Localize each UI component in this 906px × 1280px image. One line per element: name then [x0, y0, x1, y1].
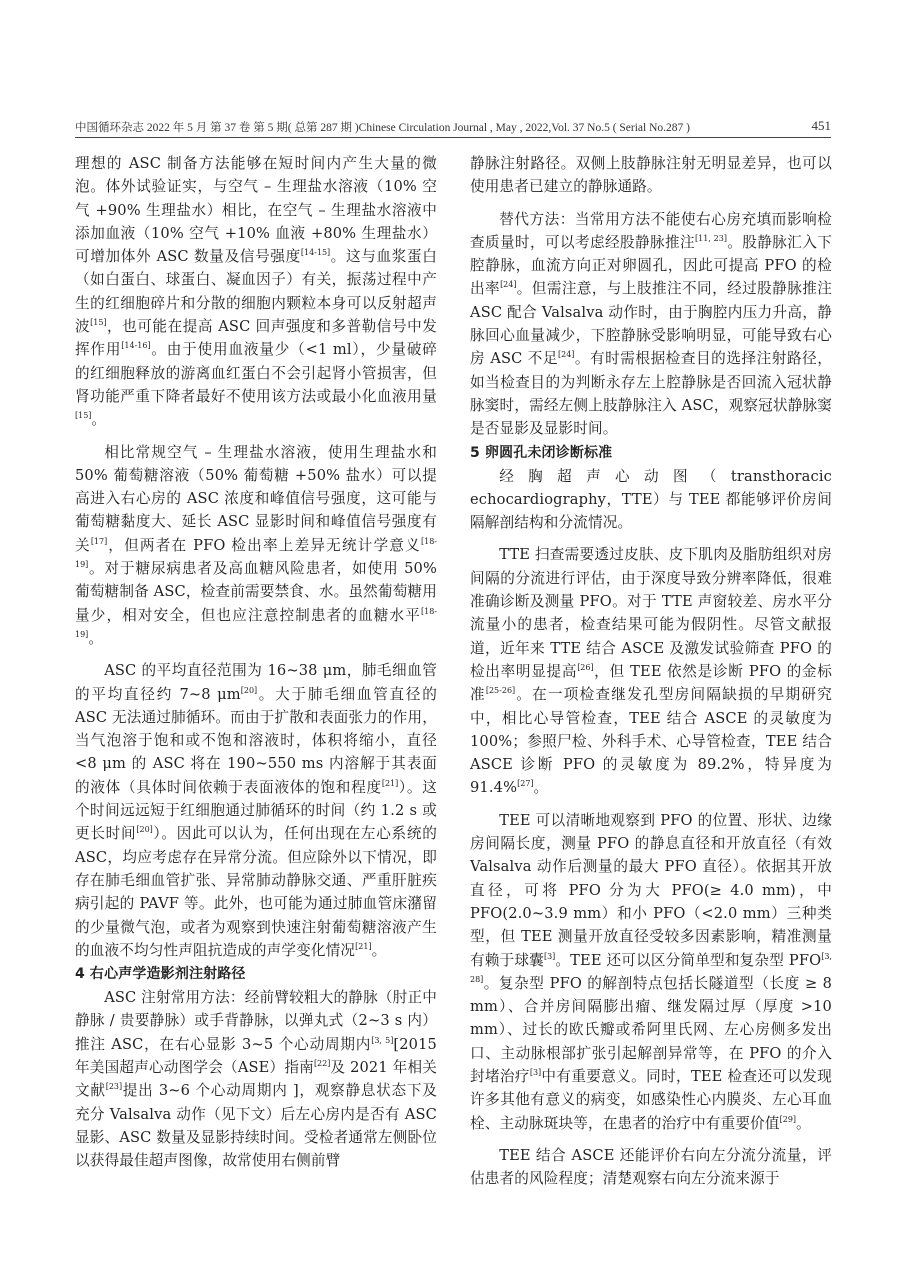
section-heading-5: 5 卵圆孔未闭诊断标准: [470, 444, 613, 461]
citation: [26]: [577, 662, 594, 672]
paragraph-tee-measurement: TEE 可以清晰地观察到 PFO 的位置、形状、边缘房间隔长度，测量 PFO 的静息直径和开放直径（有效 Valsalva 动作后测量的最大 PFO 直径）。依据其开放直径，可将 PFO 分为大 PFO(≥ 4.0 mm)，中 PFO(2.0~3.9 mm）和小 PFO（<2.0 mm）三种类型，但 TEE 测量开放直径受较多因素影响，精准测量有赖于球囊[3]。TEE 还可以区分简单型和复杂型 PFO[3, 28]。复杂型 PFO 的解剖特点包括长隧道型（长度 ≥ 8 mm）、合并房间隔膨出瘤、继发隔过厚（厚度 >10 mm）、过长的欧氏瓣或希阿里氏网、左心房侧多发出口、主动脉根部扩张引起解剖异常等，在 PFO 的介入封堵治疗[3]中有重要意义。同时，TEE 检查还可以发现许多其他有意义的病变，如感染性心内膜炎、左心耳血栓、主动脉斑块等，在患者的治疗中有重要价值[29]。: [470, 811, 832, 1132]
paragraph-injection-method: ASC 注射常用方法：经前臂较粗大的静脉（肘正中静脉 / 贵要静脉）或手背静脉，以弹丸式（2~3 s 内）推注 ASC，在右心显影 3~5 个心动周期内[3, 5][2015 年美国超声心动图学会（ASE）指南[22]及 2021 年相关文献[23]提出 3~6 个心动周期内 ]，观察静息状态下及充分 Valsalva 动作（见下文）后左心房内是否有 ASC 显影、ASC 数量及显影持续时间。受检者通常左侧卧位以获得最佳超声图像，故常使用右侧前臂: [75, 989, 438, 1170]
citation: [14-15]: [300, 248, 331, 258]
citation: [24]: [500, 280, 517, 290]
section-heading-4: 4 右心声学造影剂注射路径: [75, 966, 246, 983]
right-column: [470, 152, 832, 1190]
paragraph-asc-diameter: ASC 的平均直径范围为 16~38 μm，肺毛细血管的平均直径约 7~8 μm[20]。大于肺毛细血管直径的 ASC 无法通过肺循环。而由于扩散和表面张力的作用，当气泡溶于饱和或不饱和溶液时，体积将缩小，直径 <8 μm 的 ASC 将在 190~550 ms 内溶解于其表面的液体（具体时间依赖于表面液体的饱和程度[21]）。这个时间远远短于红细胞通过肺循环的时间（约 1.2 s 或更长时间[20]）。因此可以认为，任何出现在左心系统的 ASC，均应考虑存在异常分流。但应除外以下情况，即存在肺毛细血管扩张、异常肺动静脉交通、严重肝脏疾病引起的 PAVF 等。此外，也可能为通过肺血管床潴留的少量微气泡，或者为观察到快速注射葡萄糖溶液产生的血液不均匀性声阻抗造成的声学变化情况[21]。: [75, 662, 437, 959]
paragraph-tee-ascE-shunt: TEE 结合 ASCE 还能评价右向左分流分流量，评估患者的风险程度；清楚观察右向左分流来源于: [470, 1146, 832, 1188]
citation: [24]: [558, 350, 575, 360]
paragraph-glucose-solution: 相比常规空气 – 生理盐水溶液，使用生理盐水和 50% 葡萄糖溶液（50% 葡萄糖 +50% 盐水）可以提高进入右心房的 ASC 浓度和峰值信号强度，这可能与葡萄糖黏度大、延长 ASC 显影时间和峰值信号强度有关[17]，但两者在 PFO 检出率上差异无统计学意义[18-19]。对于糖尿病患者及高血糖风险患者，如使用 50% 葡萄糖制备 ASC，检查前需要禁食、水。虽然葡萄糖用量少，相对安全，但也应注意控制患者的血糖水平[18-19]。: [75, 443, 437, 647]
left-column: [75, 152, 437, 1172]
citation: [3]: [543, 951, 556, 961]
citation: [3, 28]: [470, 951, 832, 984]
paragraph-tte-limitations: TTE 扫查需要透过皮肤、皮下肌肉及脂肪组织对房间隔的分流进行评估，由于深度导致分辨率降低，很难准确诊断及测量 PFO。对于 TTE 声窗较差、房水平分流量小的患者，检查结果可能为假阴性。尽管文献报道，近年来 TTE 结合 ASCE 及激发试验筛查 PFO 的检出率明显提高[26]，但 TEE 依然是诊断 PFO 的金标准[25-26]。在一项检查继发孔型房间隔缺损的早期研究中，相比心导管检查，TEE 结合 ASCE 的灵敏度为 100%；参照尸检、外科手术、心导管检查，TEE 结合 ASCE 诊断 PFO 的灵敏度为 89.2%，特异度为 91.4%[27]。: [470, 546, 832, 797]
paragraph-injection-method-continued: 静脉注射路径。双侧上肢静脉注射无明显差异，也可以使用患者已建立的静脉通路。: [470, 155, 832, 196]
paragraph-alternative-method: 替代方法：当常用方法不能使右心房充填而影响检查质量时，可以考虑经股静脉推注[11, 23]。股静脉汇入下腔静脉，血流方向正对卵圆孔，因此可提高 PFO 的检出率[24]。但需注意，与上肢推注不同，经过股静脉推注 ASC 配合 Valsalva 动作时，由于胸腔内压力升高，静脉回心血量减少，下腔静脉受影响明显，可能导致右心房 ASC 不足[24]。有时需根据检查目的选择注射路径，如当检查目的为判断永存左上腔静脉是否回流入冠状静脉窦时，需经左侧上肢静脉注入 ASC，观察冠状静脉窦是否显影及显影时间。: [470, 210, 832, 438]
journal-citation: 中国循环杂志 2022 年 5 月 第 37 卷 第 5 期( 总第 287 期 )Chinese Circulation Journal , May , 2022,Vol. 37 No.5 ( Serial No.287 ): [75, 122, 690, 134]
citation: [15]: [90, 318, 107, 328]
page-number: 451: [811, 118, 831, 133]
running-header: [75, 117, 831, 138]
citation: [20]: [136, 825, 153, 835]
citation: [11, 23]: [695, 233, 727, 243]
citation: [21]: [381, 778, 399, 788]
citation: [27]: [517, 779, 534, 789]
citation: [18-19]: [75, 606, 437, 639]
citation: [18-19]: [75, 536, 437, 570]
citation: [15]: [75, 411, 92, 421]
paragraph-tte-tee-intro: 经胸超声心动图（transthoracic echocardiography，TTE）与 TEE 都能够评价房间隔解剖结构和分流情况。: [470, 467, 832, 532]
citation: [21]: [355, 941, 372, 951]
citation: [25-26]: [485, 686, 516, 696]
citation: [23]: [105, 1082, 123, 1092]
citation: [3, 5]: [371, 1035, 394, 1045]
paragraph-asc-preparation: 理想的 ASC 制备方法能够在短时间内产生大量的微泡。体外试验证实，与空气 – 生理盐水溶液（10% 空气 +90% 生理盐水）相比，在空气 – 生理盐水溶液中添加血液（10% 空气 +10% 血液 +80% 生理盐水）可增加体外 ASC 数量及信号强度[14-15]。这与血浆蛋白（如白蛋白、球蛋白、凝血因子）有关，振荡过程中产生的红细胞碎片和分散的细胞内颗粒本身可以反射超声波[15]，也可能在提高 ASC 回声强度和多普勒信号中发挥作用[14-16]。由于使用血液量少（<1 ml），少量破碎的红细胞释放的游离血红蛋白不会引起肾小管损害，但肾功能严重下降者最好不使用该方法或最小化血液用量[15]。: [75, 155, 437, 429]
citation: [17]: [90, 536, 108, 546]
citation: [20]: [240, 685, 258, 695]
citation: [22]: [313, 1058, 331, 1068]
citation: [3]: [529, 1067, 542, 1077]
citation: [29]: [779, 1114, 797, 1124]
citation: [14-16]: [121, 341, 151, 351]
